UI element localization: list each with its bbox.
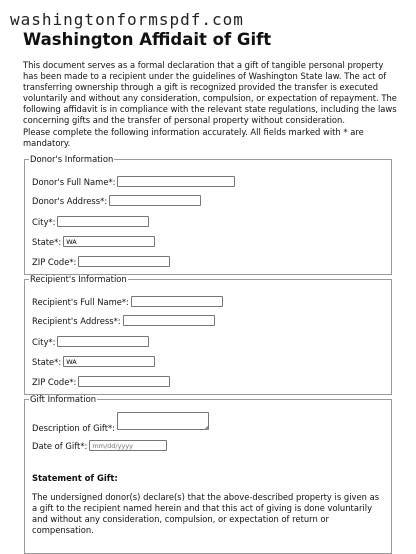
donor-name-label: Donor's Full Name*: [32,176,116,187]
gift-date-input[interactable] [89,440,167,451]
statement-heading: Statement of Gift: [32,473,118,483]
gift-section [24,394,392,554]
recipient-address-label: Recipient's Address*: [32,315,121,326]
gift-description-textarea[interactable] [117,412,209,430]
recipient-zip-input[interactable] [78,376,170,387]
gift-description-label: Description of Gift*: [32,423,116,433]
recipient-name-label: Recipient's Full Name*: [32,296,129,307]
donor-section [24,154,392,275]
intro-paragraph: This document serves as a formal declaration that a gift of tangible personal property has been made to a recipient under the guidelines of Washington State law. The act of transferring ownership through a gift is recognized provided the transfer is executed voluntarily and without any consideration, compulsion, or expectation of repayment. The following affidavit is in compliance with the relevant state regulations, including the laws concerning gifts and the transfer of personal property without consideration. [23,60,397,125]
donor-state-input[interactable] [63,236,155,247]
page-title: Washington Affidait of Gift [23,30,272,49]
donor-address-input[interactable] [109,195,201,206]
recipient-legend: Recipient's Information [30,274,127,284]
donor-city-label: City*: [32,216,56,227]
donor-address-label: Donor's Address*: [32,195,108,206]
recipient-zip-label: ZIP Code*: [32,376,77,387]
recipient-address-input[interactable] [123,315,215,326]
recipient-name-input[interactable] [131,296,223,307]
donor-city-input[interactable] [57,216,149,227]
donor-zip-label: ZIP Code*: [32,256,77,267]
donor-zip-input[interactable] [78,256,170,267]
site-watermark: washingtonformspdf.com [10,10,244,29]
gift-date-label: Date of Gift*: [32,440,88,451]
recipient-city-input[interactable] [57,336,149,347]
recipient-section [24,274,392,395]
gift-legend: Gift Information [30,394,97,404]
recipient-state-input[interactable] [63,356,155,367]
statement-text: The undersigned donor(s) declare(s) that the above-described property is given as a gift to the recipient named herein and that this act of giving is done voluntarily and without any consideration, compulsion, or expectation of return or compensation. [32,492,380,535]
recipient-city-label: City*: [32,336,56,347]
donor-legend: Donor's Information [30,154,114,164]
recipient-state-label: State*: [32,356,62,367]
resize-grip-icon[interactable]: ◢ [204,425,209,431]
donor-name-input[interactable] [117,176,235,187]
donor-state-label: State*: [32,236,62,247]
instructions-paragraph: Please complete the following information accurately. All fields marked with * are mandatory. [23,127,364,148]
